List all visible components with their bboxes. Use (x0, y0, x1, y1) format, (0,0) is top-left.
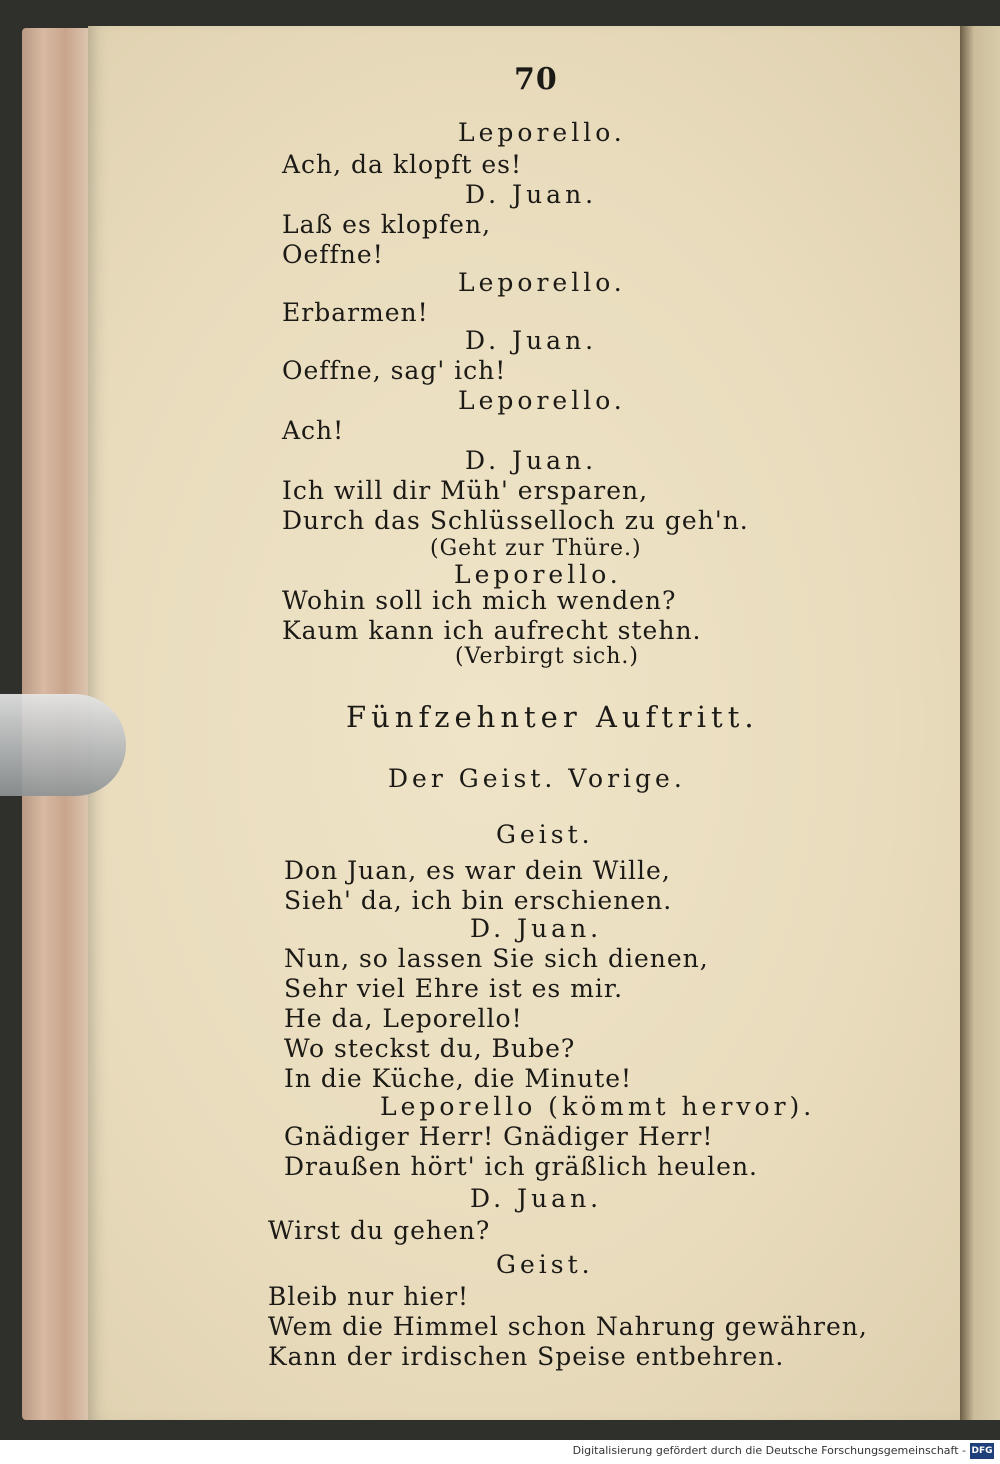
speaker-line: Leporello. (454, 560, 622, 589)
verse-line: Kaum kann ich aufrecht stehn. (282, 616, 702, 645)
verse-line: Don Juan, es war dein Wille, (284, 856, 671, 885)
page-number: 70 (514, 62, 558, 97)
speaker-line: Geist. (496, 820, 594, 849)
speaker-line: Leporello (kömmt hervor). (380, 1092, 816, 1121)
verse-line: In die Küche, die Minute! (284, 1064, 633, 1093)
verse-line: Bleib nur hier! (268, 1282, 470, 1311)
verse-line: Wohin soll ich mich wenden? (282, 586, 677, 615)
verse-line: He da, Leporello! (284, 1004, 523, 1033)
verse-line: Oeffne, sag' ich! (282, 356, 507, 385)
verse-line: Sieh' da, ich bin erschienen. (284, 886, 673, 915)
verse-line: Sehr viel Ehre ist es mir. (284, 974, 624, 1003)
speaker-line: D. Juan. (470, 1184, 603, 1213)
verse-line: Wirst du gehen? (268, 1216, 491, 1245)
verse-line: Wem die Himmel schon Nahrung gewähren, (268, 1312, 868, 1341)
verse-line: Oeffne! (282, 240, 384, 269)
stage-direction: (Verbirgt sich.) (455, 644, 639, 669)
speaker-line: D. Juan. (465, 326, 598, 355)
verse-line: Erbarmen! (282, 298, 429, 327)
verse-line: Laß es klopfen, (282, 210, 492, 239)
speaker-line: D. Juan. (470, 914, 603, 943)
scene-characters: Der Geist. Vorige. (388, 764, 686, 793)
footer-bar (0, 1440, 1000, 1464)
footer-credit: Digitalisierung gefördert durch die Deutsche Forschungsgemeinschaft - (572, 1444, 966, 1457)
verse-line: Nun, so lassen Sie sich dienen, (284, 944, 709, 973)
verse-line: Durch das Schlüsselloch zu geh'n. (282, 506, 749, 535)
speaker-line: D. Juan. (465, 180, 598, 209)
verse-line: Draußen hört' ich gräßlich heulen. (284, 1152, 758, 1181)
speaker-line: Leporello. (458, 268, 626, 297)
verse-line: Kann der irdischen Speise entbehren. (268, 1342, 785, 1371)
scene-heading: Fünfzehnter Auftritt. (346, 700, 759, 734)
speaker-line: Geist. (496, 1250, 594, 1279)
verse-line: Wo steckst du, Bube? (284, 1034, 576, 1063)
verse-line: Ach, da klopft es! (282, 150, 523, 179)
speaker-line: Leporello. (458, 118, 626, 147)
dfg-logo: DFG (970, 1443, 994, 1459)
speaker-line: Leporello. (458, 386, 626, 415)
speaker-line: D. Juan. (465, 446, 598, 475)
verse-line: Gnädiger Herr! Gnädiger Herr! (284, 1122, 714, 1151)
verse-line: Ich will dir Müh' ersparen, (282, 476, 649, 505)
verse-line: Ach! (282, 416, 345, 445)
stage-direction: (Geht zur Thüre.) (430, 536, 642, 561)
